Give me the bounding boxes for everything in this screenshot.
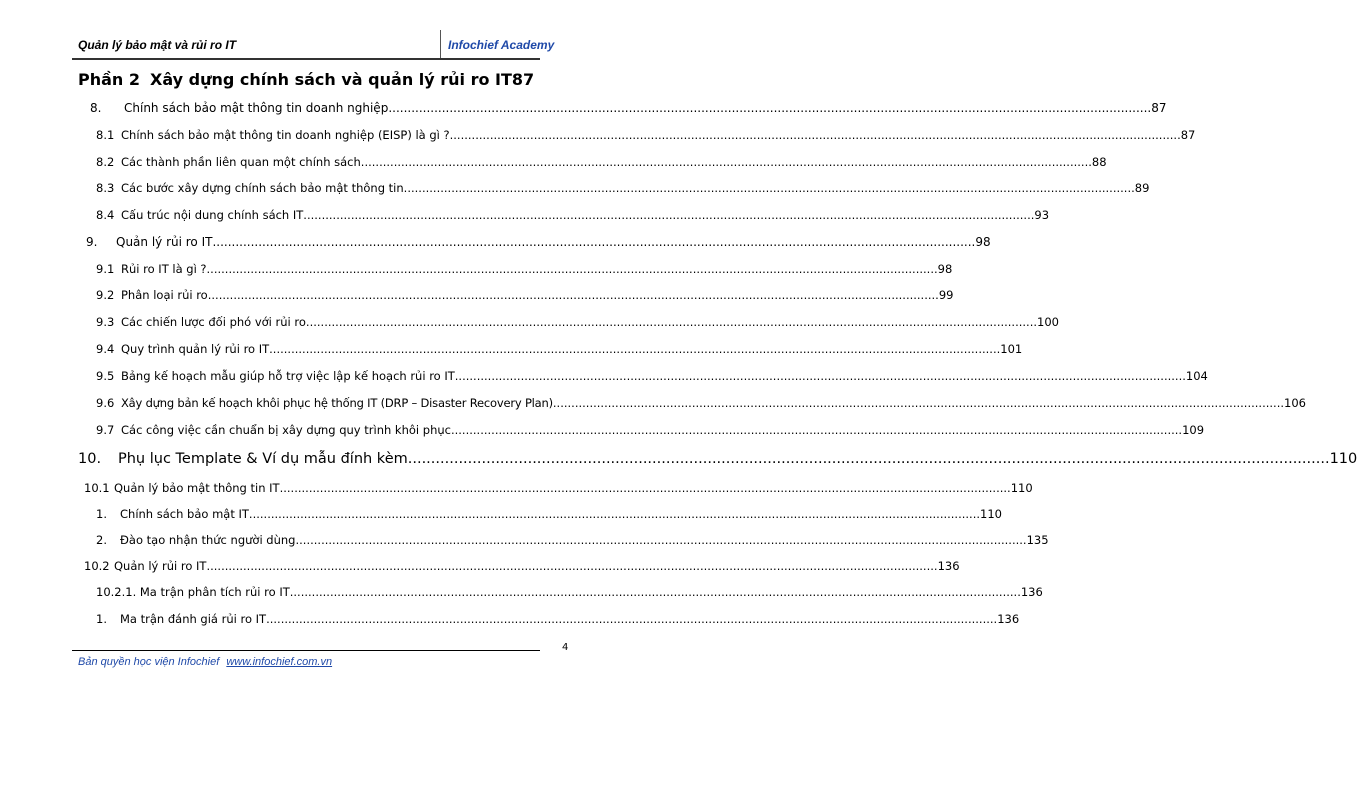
toc-entry-part-2[interactable] — [78, 70, 535, 89]
toc-entry-page: 106 — [1284, 396, 1306, 410]
toc-dot-leader: ........................................................................................................................................................................................................ — [449, 128, 1181, 142]
toc-dot-leader: ........................................................................................................................................................................................................ — [248, 507, 981, 521]
toc-entry-title: Quản lý rủi ro IT — [116, 235, 213, 249]
toc-entry-page: 87 — [1180, 128, 1196, 142]
toc-entry-10-1-1[interactable] — [96, 507, 1002, 521]
toc-entry-title: Các công việc cần chuẩn bị xây dựng quy trình khôi phục — [121, 423, 451, 437]
toc-entry-number: Phần 2 — [78, 70, 141, 89]
toc-dot-leader: ........................................................................................................................................................................................................ — [269, 342, 1001, 356]
toc-entry-10-2-1-1[interactable] — [96, 612, 1020, 626]
header-rule — [72, 58, 540, 60]
toc-dot-leader: ........................................................................................................................................................................................................ — [552, 396, 1285, 410]
toc-entry-title: Các chiến lược đối phó với rủi ro — [121, 315, 306, 329]
toc-entry-8-4[interactable] — [96, 208, 1050, 222]
toc-entry-page: 136 — [937, 559, 960, 573]
toc-entry-number: 9.6 — [96, 396, 115, 410]
toc-entry-10-2[interactable] — [84, 559, 960, 573]
toc-entry-number: 9.4 — [96, 342, 115, 356]
toc-entry-title: Đào tạo nhận thức người dùng — [120, 533, 296, 547]
toc-dot-leader: ........................................................................................................................................................................................................ — [289, 585, 1021, 599]
toc-entry-page: 109 — [1182, 423, 1205, 437]
toc-entry-number: 8.1 — [96, 128, 115, 142]
toc-dot-leader: ........................................................................................................................................................................................................ — [360, 155, 1092, 169]
toc-entry-page: 110 — [980, 507, 1002, 521]
toc-entry-number: 8.4 — [96, 208, 115, 222]
toc-entry-page: 93 — [1034, 208, 1050, 222]
toc-entry-number: 10.1 — [84, 481, 110, 495]
toc-entry-title: Chính sách bảo mật thông tin doanh nghiệp (EISP) là gì ? — [121, 128, 450, 142]
toc-entry-number: 9.3 — [96, 315, 115, 329]
header-academy-name: Infochief Academy — [448, 38, 555, 52]
footer — [78, 656, 332, 668]
toc-dot-leader: ........................................................................................................................................................................................................ — [305, 315, 1038, 329]
toc-entry-title: Cấu trúc nội dung chính sách IT — [121, 208, 304, 222]
header-divider — [440, 30, 441, 58]
toc-dot-leader: ........................................................................................................................................................................................................ — [407, 451, 1330, 467]
header-document-title: Quản lý bảo mật và rủi ro IT — [78, 38, 237, 52]
toc-entry-8[interactable] — [90, 101, 1167, 115]
toc-dot-leader: ........................................................................................................................................................................................................ — [266, 612, 998, 626]
toc-entry-number: 9.7 — [96, 423, 115, 437]
toc-entry-title: Chính sách bảo mật thông tin doanh nghiệp — [124, 101, 389, 115]
toc-dot-leader: ........................................................................................................................................................................................................ — [212, 235, 976, 249]
page-number: 4 — [562, 642, 569, 653]
toc-entry-page: 136 — [1020, 585, 1043, 599]
toc-entry-number: 9.2 — [96, 288, 115, 302]
toc-entry-number: 9.1 — [96, 262, 115, 276]
toc-entry-page: 135 — [1026, 533, 1049, 547]
toc-entry-number: 2. — [96, 533, 107, 547]
toc-entry-page: 98 — [937, 262, 953, 276]
toc-entry-page: 136 — [997, 612, 1020, 626]
toc-entry-title: Phụ lục Template & Ví dụ mẫu đính kèm — [118, 451, 408, 467]
toc-entry-8-2[interactable] — [96, 155, 1107, 169]
toc-entry-9-2[interactable] — [96, 288, 954, 302]
toc-dot-leader: ........................................................................................................................................................................................................ — [388, 101, 1152, 115]
toc-entry-page: 110 — [1010, 481, 1033, 495]
toc-entry-number: 10. — [78, 451, 102, 467]
toc-entry-page: 110 — [1329, 451, 1357, 467]
toc-entry-page: 101 — [1000, 342, 1023, 356]
toc-entry-title: Bảng kế hoạch mẫu giúp hỗ trợ việc lập kế hoạch rủi ro IT — [121, 369, 455, 383]
toc-entry-8-1[interactable] — [96, 128, 1196, 142]
footer-website-link[interactable]: www.infochief.com.vn — [226, 656, 333, 668]
toc-dot-leader: ........................................................................................................................................................................................................ — [279, 481, 1011, 495]
toc-entry-number: 10.2 — [84, 559, 110, 573]
toc-dot-leader: ........................................................................................................................................................................................................ — [206, 262, 938, 276]
footer-copyright: Bản quyền học viện Infochief — [78, 656, 220, 668]
toc-entry-title: Phân loại rủi ro — [121, 288, 208, 302]
toc-entry-number: 8.2 — [96, 155, 115, 169]
toc-dot-leader: ........................................................................................................................................................................................................ — [207, 288, 939, 302]
toc-dot-leader: ........................................................................................................................................................................................................ — [303, 208, 1035, 222]
toc-entry-page: 104 — [1185, 369, 1208, 383]
toc-entry-number: 1. — [96, 612, 107, 626]
toc-entry-title: Ma trận đánh giá rủi ro IT — [120, 612, 267, 626]
toc-entry-title: Xây dựng chính sách và quản lý rủi ro IT — [150, 70, 512, 89]
toc-entry-number: 9.5 — [96, 369, 115, 383]
toc-dot-leader: ........................................................................................................................................................................................................ — [450, 423, 1183, 437]
toc-entry-9-3[interactable] — [96, 315, 1059, 329]
toc-entry-title: 10.2.1. Ma trận phân tích rủi ro IT — [96, 585, 290, 599]
toc-entry-9-5[interactable] — [96, 369, 1208, 383]
footer-rule — [72, 650, 540, 651]
toc-dot-leader: ........................................................................................................................................................................................................ — [206, 559, 938, 573]
toc-entry-number: 1. — [96, 507, 107, 521]
toc-entry-10-2-1[interactable] — [96, 585, 1043, 599]
toc-entry-title: Quy trình quản lý rủi ro IT — [121, 342, 270, 356]
toc-entry-9[interactable] — [86, 235, 991, 249]
toc-entry-title: Chính sách bảo mật IT — [120, 507, 249, 521]
toc-entry-title: Quản lý rủi ro IT — [114, 559, 207, 573]
toc-dot-leader: ........................................................................................................................................................................................................ — [403, 181, 1135, 195]
toc-entry-10[interactable] — [78, 451, 1357, 467]
toc-entry-9-1[interactable] — [96, 262, 953, 276]
toc-entry-9-6[interactable] — [96, 396, 1306, 410]
toc-entry-number: 9. — [86, 235, 98, 249]
toc-entry-8-3[interactable] — [96, 181, 1150, 195]
toc-dot-leader: ........................................................................................................................................................................................................ — [454, 369, 1186, 383]
toc-entry-page: 98 — [975, 235, 991, 249]
toc-entry-title: Rủi ro IT là gì ? — [121, 262, 207, 276]
toc-entry-page: 87 — [1151, 101, 1167, 115]
toc-entry-10-1-2[interactable] — [96, 533, 1049, 547]
toc-dot-leader: ........................................................................................................................................................................................................ — [295, 533, 1027, 547]
toc-entry-title: Quản lý bảo mật thông tin IT — [114, 481, 280, 495]
toc-entry-number: 8.3 — [96, 181, 115, 195]
toc-entry-10-1[interactable] — [84, 481, 1033, 495]
toc-entry-title: Xây dựng bản kế hoạch khôi phục hệ thống IT (DRP – Disaster Recovery Plan) — [121, 396, 553, 410]
toc-entry-page: 87 — [511, 70, 535, 89]
toc-entry-number: 8. — [90, 101, 102, 115]
toc-entry-title: Các bước xây dựng chính sách bảo mật thông tin — [121, 181, 404, 195]
toc-entry-page: 89 — [1134, 181, 1150, 195]
toc-entry-9-7[interactable] — [96, 423, 1205, 437]
toc-entry-page: 88 — [1091, 155, 1107, 169]
toc-entry-9-4[interactable] — [96, 342, 1023, 356]
toc-entry-page: 100 — [1037, 315, 1059, 329]
toc-entry-page: 99 — [938, 288, 954, 302]
toc-entry-title: Các thành phần liên quan một chính sách — [121, 155, 361, 169]
